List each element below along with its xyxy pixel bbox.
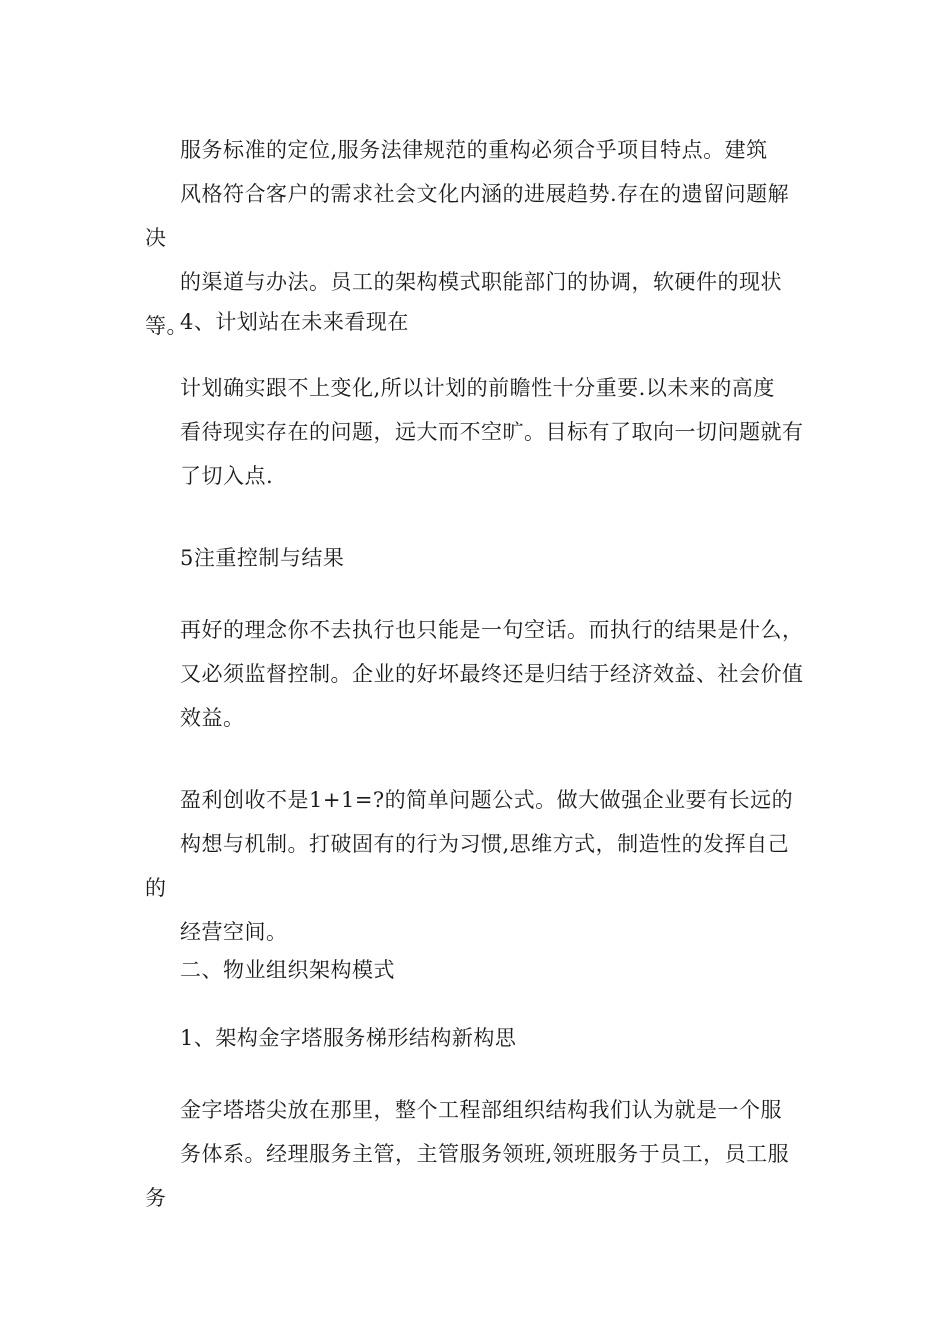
text-line: 金字塔塔尖放在那里，整个工程部组织结构我们认为就是一个服 — [180, 1098, 782, 1122]
text-line: 了切入点. — [180, 464, 274, 488]
text-line: 效益。 — [180, 706, 245, 730]
heading-text: 二、物业组织架构模式 — [180, 958, 395, 982]
text-line: 又必须监督控制。企业的好坏最终还是归结于经济效益、社会价值 — [180, 662, 804, 686]
heading-org-structure — [145, 948, 810, 992]
heading-plan-future — [145, 300, 810, 344]
paragraph-plan-foresight — [145, 366, 810, 498]
heading-control-results — [145, 536, 810, 580]
heading-text: 4、计划站在未来看现在 — [180, 310, 409, 334]
heading-pyramid — [145, 1016, 810, 1060]
text-line: 服务标准的定位,服务法律规范的重构必须合乎项目特点。建筑 — [180, 138, 768, 162]
text-line: 务体系。经理服务主管，主管服务领班,领班服务于员工，员工服务 — [145, 1142, 790, 1210]
heading-text: 1、架构金字塔服务梯形结构新构思 — [180, 1026, 517, 1050]
text-line: 计划确实跟不上变化,所以计划的前瞻性十分重要.以未来的高度 — [180, 376, 775, 400]
text-line: 风格符合客户的需求社会文化内涵的进展趋势.存在的遗留问题解决 — [145, 182, 790, 250]
text-line: 再好的理念你不去执行也只能是一句空话。而执行的结果是什么， — [180, 618, 804, 642]
text-line: 构想与机制。打破固有的行为习惯,思维方式，制造性的发挥自己的 — [145, 832, 790, 900]
heading-text: 5注重控制与结果 — [180, 546, 345, 570]
paragraph-pyramid-service — [145, 1088, 810, 1220]
text-line: 经营空间。 — [180, 920, 288, 944]
text-line: 盈利创收不是1+1=?的简单问题公式。做大做强企业要有长远的 — [180, 788, 794, 812]
paragraph-profit — [145, 778, 810, 954]
paragraph-execution — [145, 608, 810, 740]
text-line: 的渠道与办法。员工的架构模式职能部门的协调，软硬件的现状等。 — [145, 270, 782, 338]
text-line: 看待现实存在的问题，远大而不空旷。目标有了取向一切问题就有 — [180, 420, 804, 444]
